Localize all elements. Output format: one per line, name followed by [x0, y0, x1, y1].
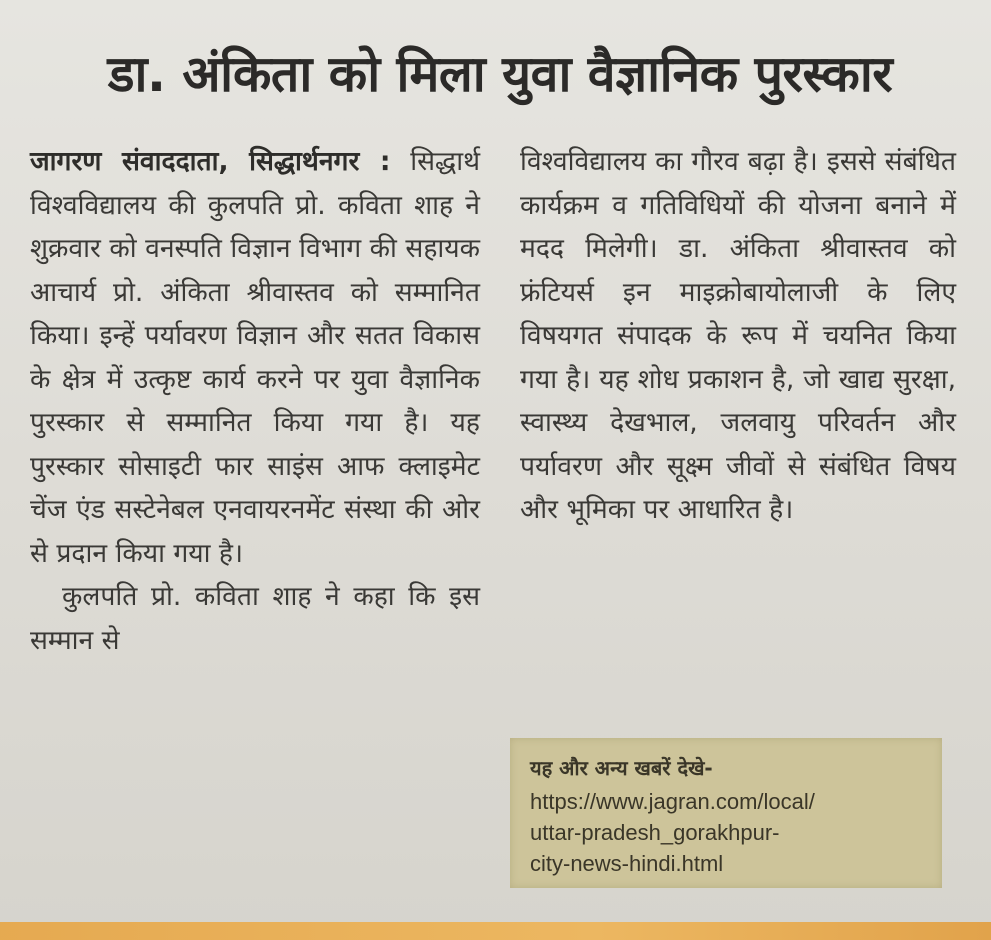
promo-heading: यह और अन्य खबरें देखे-	[530, 756, 713, 780]
page-edge	[0, 922, 991, 940]
article-paragraph-2-start: कुलपति प्रो. कविता शाह ने कहा कि इस सम्मान से	[30, 581, 480, 656]
article-paragraph-1-text: सिद्धार्थ विश्वविद्यालय की कुलपति प्रो. कविता शाह ने शुक्रवार को वनस्पति विज्ञान विभाग की सहायक आचार्य प्रो. अंकिता श्रीवास्तव को सम्मानित किया। इन्हें पर्यावरण विज्ञान और सतत विकास के क्षेत्र में उत्कृष्ट कार्य करने पर युवा वैज्ञानिक पुरस्कार से सम्मानित किया गया है। यह पुरस्कार सोसाइटी फार साइंस आफ क्लाइमेट चेंज एंड सस्टेनेबल एनवायरनमेंट संस्था की ओर से प्रदान किया गया है।	[30, 146, 480, 569]
article-paragraph-1	[30, 140, 480, 575]
promo-box	[510, 738, 942, 888]
article-column-right	[520, 140, 956, 532]
article-byline: जागरण संवाददाता, सिद्धार्थनगर :	[30, 146, 391, 177]
promo-url: https://www.jagran.com/local/ uttar-pradesh_gorakhpur- city-news-hindi.html	[530, 789, 815, 876]
article-paragraph-2	[520, 140, 956, 532]
article-column-left	[30, 140, 480, 662]
article-paragraph-2-text: विश्वविद्यालय का गौरव बढ़ा है। इससे संबंधित कार्यक्रम व गतिविधियों की योजना बनाने में मदद मिलेगी। डा. अंकिता श्रीवास्तव को फ्रंटियर्स इन माइक्रोबायोलाजी के लिए विषयगत संपादक के रूप में चयनित किया गया है। यह शोध प्रकाशन है, जो खाद्य सुरक्षा, स्वास्थ्य देखभाल, जलवायु परिवर्तन और पर्यावरण और सूक्ष्म जीवों से संबंधित विषय और भूमिका पर आधारित है।	[520, 146, 956, 525]
article-headline: डा. अंकिता को मिला युवा वैज्ञानिक पुरस्कार	[107, 45, 893, 103]
